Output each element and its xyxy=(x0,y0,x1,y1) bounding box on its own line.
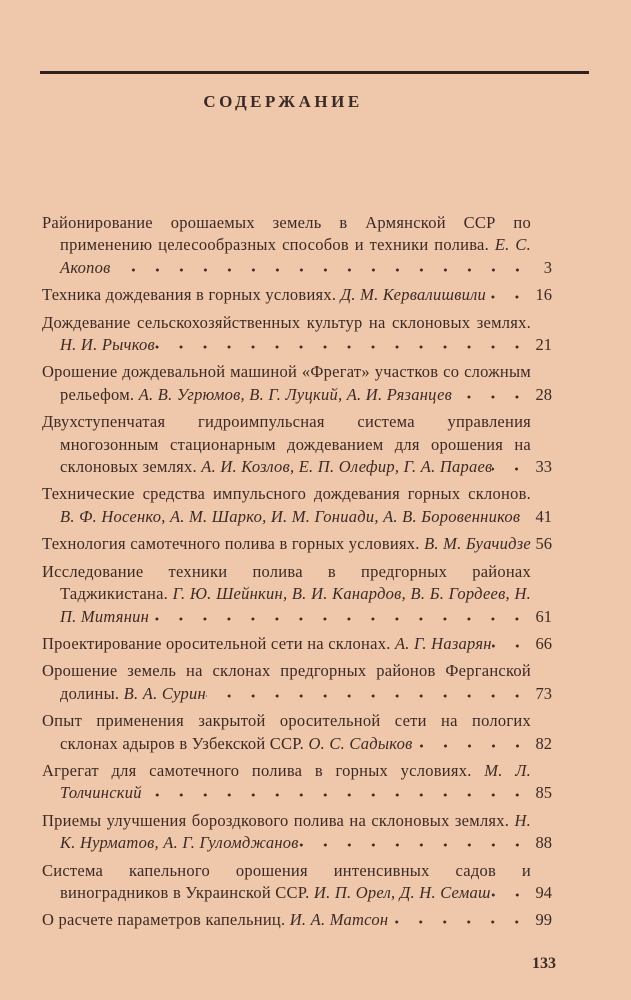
entry-page-number: 85 xyxy=(535,783,552,803)
toc-entry[interactable] xyxy=(42,810,562,855)
entry-page-number: 33 xyxy=(535,457,552,477)
entry-page-number: 66 xyxy=(535,633,552,653)
entry-page-number: 41 xyxy=(535,506,552,526)
entry-authors: О. С. Садыков xyxy=(308,733,413,753)
dot-leader xyxy=(155,340,529,350)
entry-text xyxy=(42,361,531,406)
entry-text xyxy=(42,909,531,931)
page-title: СОДЕРЖАНИЕ xyxy=(203,92,363,111)
entry-page-number: 28 xyxy=(535,384,552,404)
entry-title: Приемы улучшения бороздкового полива на склоновых землях. xyxy=(42,810,510,830)
entry-text xyxy=(42,760,531,805)
toc-entry[interactable] xyxy=(42,212,562,279)
entry-title: Дождевание сельскохозяйственных культур на склоновых землях. xyxy=(42,312,531,332)
entry-text xyxy=(42,561,531,628)
entry-text xyxy=(42,212,531,279)
entry-page-number: 94 xyxy=(535,882,552,902)
entry-title: Двухступенчатая гидроимпульсная система управления многозонным стационарным дождеванием для орошения на склоновых землях. xyxy=(42,412,531,477)
entry-authors: Н. К. Нурматов, А. Г. Гуломджанов xyxy=(60,810,531,853)
dot-leader xyxy=(111,263,529,273)
toc-entry[interactable] xyxy=(42,561,562,628)
dot-leader xyxy=(520,512,529,522)
toc-entry[interactable] xyxy=(42,860,562,905)
toc-entry[interactable] xyxy=(42,411,562,478)
entry-text xyxy=(42,533,531,555)
entry-text xyxy=(42,483,531,528)
dot-leader xyxy=(492,462,529,472)
entry-page-number: 73 xyxy=(535,683,552,703)
dot-leader xyxy=(142,788,529,798)
dot-leader xyxy=(413,739,529,749)
entry-title: Районирование орошаемых земель в Армянской ССР по применению целесообразных способов и техники полива. xyxy=(42,213,531,255)
entry-authors: И. П. Орел, Д. Н. Семаш xyxy=(313,882,491,902)
entry-authors: В. Ф. Носенко, А. М. Шарко, И. М. Гониади, А. В. Боровенников xyxy=(60,506,521,526)
entry-title: Технология самотечного полива в горных условиях. xyxy=(42,534,420,554)
entry-authors: В. А. Сурин xyxy=(123,683,206,703)
table-of-contents xyxy=(42,212,562,937)
entry-title: Агрегат для самотечного полива в горных условиях. xyxy=(42,760,472,780)
entry-text xyxy=(42,312,531,357)
entry-page-number: 88 xyxy=(535,833,552,853)
dot-leader xyxy=(452,390,529,400)
entry-title: Система капельного орошения интенсивных садов и виноградников в Украинской ССР. xyxy=(42,860,531,902)
entry-text xyxy=(42,633,531,655)
entry-title: Орошение земель на склонах предгорных районов Ферганской долины. xyxy=(42,661,531,703)
entry-page-number: 99 xyxy=(535,910,552,930)
toc-entry[interactable] xyxy=(42,533,562,555)
entry-title: Проектирование оросительной сети на склонах. xyxy=(42,633,391,653)
entry-authors: А. Г. Назарян xyxy=(394,633,492,653)
toc-entry[interactable] xyxy=(42,909,562,931)
toc-entry[interactable] xyxy=(42,710,562,755)
entry-page-number: 61 xyxy=(535,606,552,626)
toc-entry[interactable] xyxy=(42,483,562,528)
dot-leader xyxy=(492,639,529,649)
dot-leader xyxy=(388,915,529,925)
dot-leader xyxy=(486,290,529,300)
entry-authors: А. И. Козлов, Е. П. Олефир, Г. А. Параев xyxy=(201,457,493,477)
entry-title: О расчете параметров капельниц. xyxy=(42,910,286,930)
entry-authors: И. А. Матсон xyxy=(289,910,389,930)
entry-text xyxy=(42,660,531,705)
entry-authors: Е. С. Акопов xyxy=(60,235,532,277)
entry-page-number: 21 xyxy=(535,335,552,355)
entry-text xyxy=(42,810,531,855)
toc-entry[interactable] xyxy=(42,312,562,357)
entry-authors: М. Л. Толчинский xyxy=(60,760,532,803)
entry-page-number: 3 xyxy=(543,257,552,277)
entry-authors: В. М. Буачидзе xyxy=(424,534,532,554)
entry-title: Технические средства импульсного дождевания горных склонов. xyxy=(42,484,531,504)
entry-title: Орошение дождевальной машиной «Фрегат» участков со сложным рельефом. xyxy=(42,362,531,404)
entry-text xyxy=(42,710,531,755)
entry-authors: Н. И. Рычков xyxy=(60,335,155,355)
entry-title: Техника дождевания в горных условиях. xyxy=(42,285,337,305)
entry-title: Исследование техники полива в предгорных районах Таджикистана. xyxy=(42,561,531,604)
entry-page-number: 16 xyxy=(535,285,552,305)
page-number: 133 xyxy=(532,955,556,972)
entry-authors: Г. Ю. Шейнкин, В. И. Канардов, В. Б. Гордеев, Н. П. Митянин xyxy=(60,584,531,626)
dot-leader xyxy=(299,838,529,848)
toc-entry[interactable] xyxy=(42,284,562,306)
toc-entry[interactable] xyxy=(42,633,562,655)
dot-leader xyxy=(149,612,529,622)
entry-authors: Д. М. Кервалишвили xyxy=(340,285,487,305)
entry-text xyxy=(42,411,531,478)
entry-title: Опыт применения закрытой оросительной сети на пологих склонах адыров в Узбекской ССР. xyxy=(42,711,531,753)
toc-entry[interactable] xyxy=(42,660,562,705)
toc-entry[interactable] xyxy=(42,760,562,805)
entry-page-number: 56 xyxy=(535,534,552,554)
toc-entry[interactable] xyxy=(42,361,562,406)
top-rule xyxy=(40,71,589,74)
entry-text xyxy=(42,284,531,306)
entry-authors: А. В. Угрюмов, В. Г. Луцкий, А. И. Рязанцев xyxy=(138,384,453,404)
entry-text xyxy=(42,860,531,905)
dot-leader xyxy=(491,888,529,898)
entry-page-number: 82 xyxy=(535,733,552,753)
dot-leader xyxy=(206,689,529,699)
